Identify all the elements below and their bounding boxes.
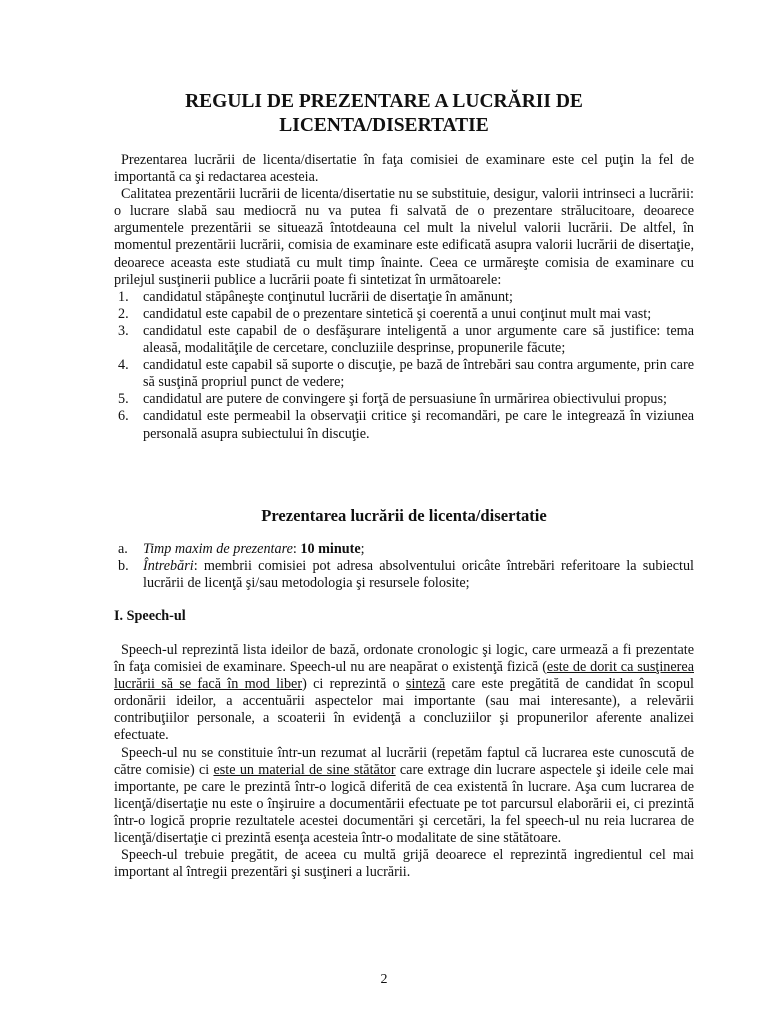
page-number: 2 (380, 972, 388, 987)
criteria-item: 6. candidatul este permeabil la observaţii critice şi recomandări, pe care le integrează în viziunea personală asupra subiectului în discuţie. (118, 408, 694, 442)
criteria-item: 2. candidatul este capabil de o prezentare sintetică şi coerentă a unui conţinut mult mai vast; (118, 305, 652, 322)
intro-paragraph-1: Prezentarea lucrării de licenta/disertatie în faţa comisiei de examinare este cel puţin la fel de importantă ca şi redactarea acesteia. (114, 152, 694, 186)
section-title: Prezentarea lucrării de licenta/disertatie (261, 506, 547, 525)
speech-paragraph-3: Speech-ul trebuie pregătit, de aceea cu multă grijă deoarece el reprezintă ingredientul cel mai important al întregii prezentări şi susţineri a lucrării. (114, 847, 694, 881)
questions-label: Întrebări (143, 558, 194, 575)
speech-heading: I. Speech-ul (114, 608, 186, 624)
presentation-item-time: a. Timp maxim de prezentare: 10 minute; (118, 541, 365, 557)
title-line-2: LICENTA/DISERTATIE (279, 115, 489, 136)
intro-section (114, 152, 694, 443)
document-title (100, 90, 668, 138)
speech-section (114, 642, 694, 881)
presentation-item-questions: b. Întrebări: membrii comisiei pot adresa absolventului oricâte întrebări referitoare la subiectul lucrării de licenţă şi/sau metodologia şi resursele folosite; (118, 558, 694, 592)
criteria-list (114, 289, 694, 443)
criteria-item: 5. candidatul are putere de convingere şi forţă de persuasiune în urmărirea obiectivului propus; (118, 391, 667, 408)
criteria-item: 3. candidatul este capabil de o desfăşurare inteligentă a unor argumente care să justifice: tema aleasă, modalităţile de cercetare, concluziile desprinse, propunerile făcute; (118, 322, 694, 357)
intro-paragraph-2: Calitatea prezentării lucrării de licenta/disertatie nu se substituie, desigur, valorii intrinseci a lucrării: o lucrare slabă sau mediocră nu va putea fi salvată de o prezentare strălucitoare, deoarece argumentele prezentării se situează întotdeauna cel mult la nivelul valorii lucrării. De altfel, în momentul prezentării lucrării, comisia de examinare este edificată asupra valorii lucrării de disertaţie, deoarece aceasta este studiată cu mult timp înainte. Ceea ce urmăreşte comisia de examinare cu prilejul susţinerii publice a lucrării poate fi sintetizat în următoarele: (114, 186, 694, 288)
title-line-1: REGULI DE PREZENTARE A LUCRĂRII DE (185, 91, 583, 112)
speech-paragraph-1: Speech-ul reprezintă lista ideilor de bază, ordonate cronologic şi logic, care urmează a fi prezentate în faţa comisiei de examinare. Speech-ul nu are neapărat o existenţă fizică (este de dorit ca susţinerea lucrării să se facă în mod liber) ci reprezintă o sinteză care este pregătită de candidat în scopul ordonării ideilor, a accentuării aspectelor mai importante (sau mai interesante), a relevării contribuţiilor personale, a scoaterii în evidenţă a concluziilor şi propunerilor aferente analizei efectuate. (114, 642, 695, 744)
criteria-item: 1. candidatul stăpâneşte conţinutul lucrării de disertaţie în amănunt; (118, 288, 513, 305)
speech-paragraph-2: Speech-ul nu se constituie într-un rezumat al lucrării (repetăm faptul că lucrarea este cunoscută de către comisie) ci este un material de sine stătător care extrage din lucrare aspectele şi ideile cele mai importante, pe care le prezintă într-o logică diferită de cea existentă în lucrare. Aşa cum lucrarea de licenţă/disertaţie nu este o înşiruire a documentării efectuate pe tot parcursul elaborării ei, ci prezintă într-o logică proprie rezultatele acestei documentări şi cercetări, la fel speech-ul nu reia lucrarea de licenţă/disertaţie ci prezintă esenţa acesteia într-o modalitate de sine stătătoare. (114, 744, 695, 847)
presentation-items (114, 541, 694, 592)
time-value: 10 minute (300, 541, 361, 557)
time-label: Timp maxim de prezentare (143, 541, 293, 557)
criteria-item: 4. candidatul este capabil să suporte o discuţie, pe bază de întrebări sau contra argumente, prin care să susţină propriul punct de vedere; (118, 357, 694, 391)
